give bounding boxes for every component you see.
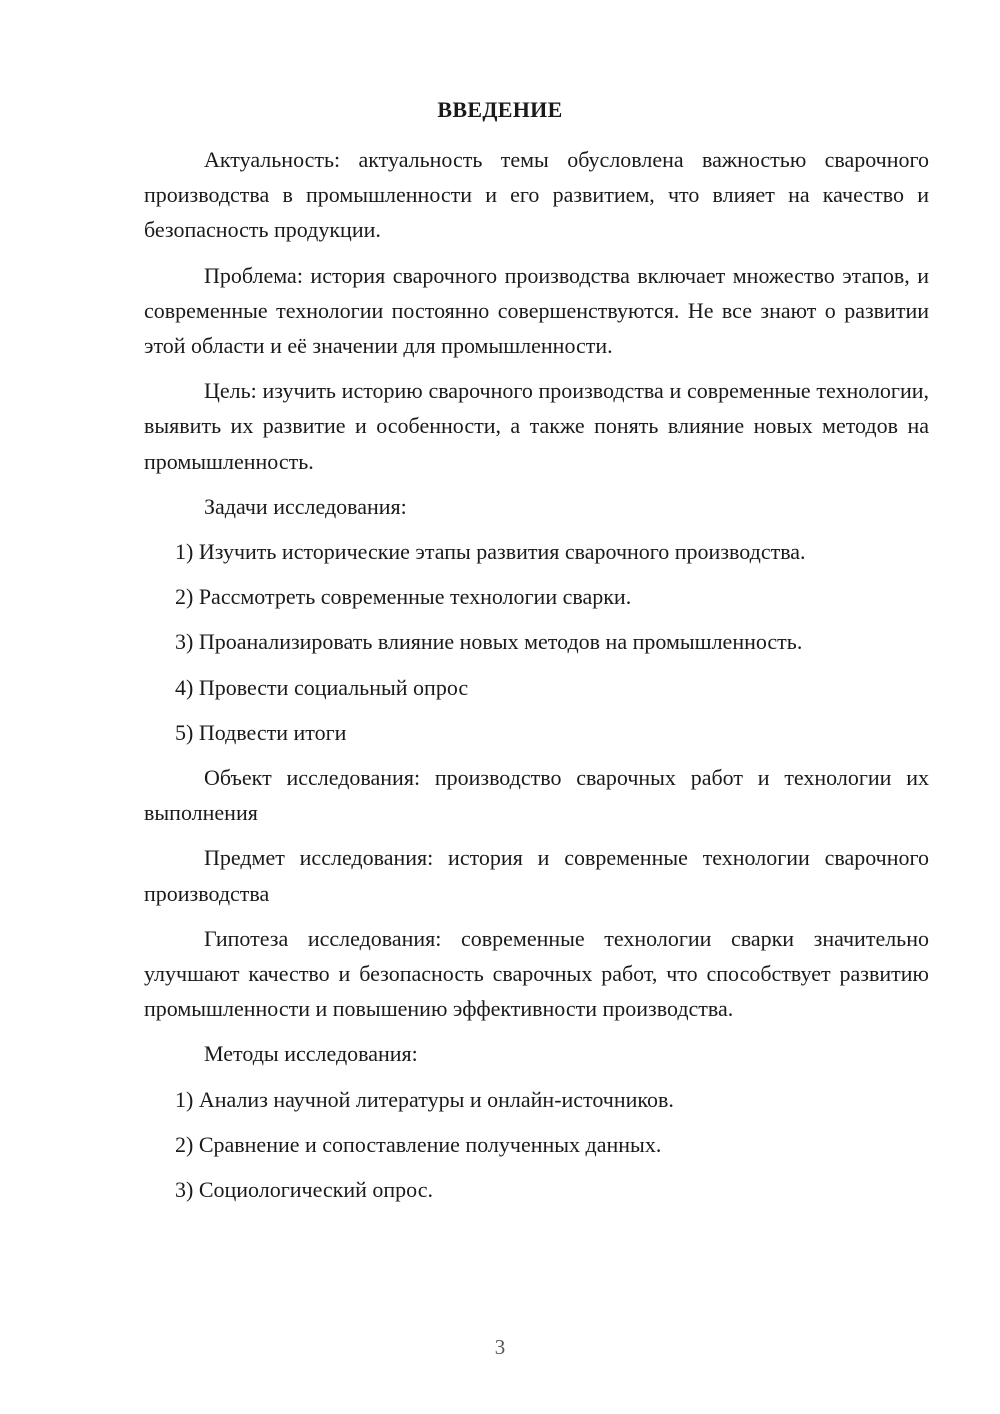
task-item: 5) Подвести итоги: [175, 719, 347, 745]
task-item: 3) Проанализировать влияние новых методов на промышленность.: [175, 629, 803, 655]
method-item: 3) Социологический опрос.: [175, 1177, 433, 1203]
object-paragraph: Объект исследования: производство сварочных работ и технологии их выполнения: [144, 765, 929, 826]
methods-list: [144, 1082, 929, 1208]
introduction-body: [144, 142, 929, 1207]
hypothesis-paragraph: Гипотеза исследования: современные технологии сварки значительно улучшают качество и безопасность сварочных работ, что способствует развитию промышленности и повышению эффективности производства.: [144, 925, 929, 1022]
method-item: 1) Анализ научной литературы и онлайн-источников.: [175, 1086, 674, 1112]
goal-paragraph: Цель: изучить историю сварочного производства и современные технологии, выявить их развитие и особенности, а также понять влияние новых методов на промышленность.: [144, 378, 929, 474]
page-title: ВВЕДЕНИЕ: [437, 97, 563, 122]
task-item: 2) Рассмотреть современные технологии сварки.: [175, 584, 632, 610]
subject-paragraph: Предмет исследования: история и современные технологии сварочного производства: [144, 845, 929, 906]
task-item: 4) Провести социальный опрос: [175, 674, 469, 700]
page-number: 3: [494, 1335, 506, 1359]
tasks-label: Задачи исследования:: [204, 493, 407, 519]
task-item: 1) Изучить исторические этапы развития сварочного производства.: [175, 539, 806, 565]
relevance-paragraph: Актуальность: актуальность темы обусловлена важностью сварочного производства в промышленности и его развитием, что влияет на качество и безопасность продукции.: [144, 147, 929, 243]
tasks-list: [144, 534, 929, 750]
methods-label: Методы исследования:: [204, 1041, 418, 1067]
problem-paragraph: Проблема: история сварочного производства включает множество этапов, и современные технологии постоянно совершенствуются. Не все знают о развитии этой области и её значении для промышленности.: [144, 262, 929, 359]
method-item: 2) Сравнение и сопоставление полученных данных.: [175, 1131, 662, 1157]
